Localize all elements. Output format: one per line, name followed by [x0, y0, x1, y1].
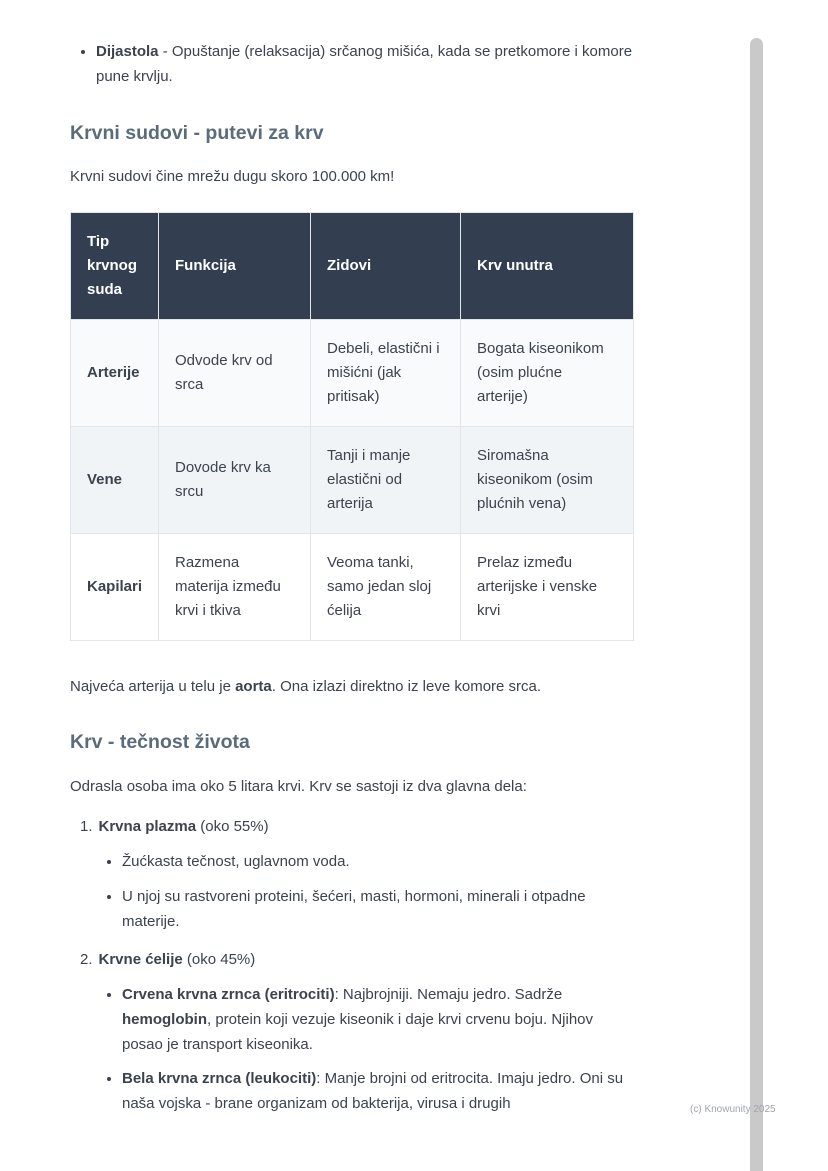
- blood-vessels-table: [70, 212, 634, 641]
- numbered-line: [80, 948, 635, 973]
- list-item: [122, 885, 635, 935]
- col-header-tip-krvnog-suda: Tip krvnog suda: [71, 212, 159, 319]
- text-segment: U njoj su rastvoreni proteini, šećeri, masti, hormoni, minerali i otpadne materije.: [122, 887, 586, 930]
- numbered-line: [80, 815, 635, 840]
- cell-function: Dovode krv ka srcu: [159, 426, 311, 533]
- item-suffix: (oko 55%): [196, 818, 269, 836]
- definition-term: Dijastola: [96, 43, 159, 60]
- table-row-arterije: [71, 319, 634, 426]
- item-title: Krvna plazma: [98, 818, 197, 836]
- cell-vessel-type: Arterije: [71, 319, 159, 426]
- celije-sub-list: [80, 983, 635, 1117]
- col-header-funkcija: Funkcija: [159, 212, 311, 319]
- definition-text: - Opuštanje (relaksacija) srčanog mišića, kada se pretkomore i komore pune krvlju.: [96, 43, 633, 85]
- plazma-sub-list: [80, 850, 635, 934]
- cell-function: Razmena materija između krvi i tkiva: [159, 533, 311, 640]
- text-segment: . Ona izlazi direktno iz leve komore srca.: [271, 677, 542, 695]
- cell-vessel-type: Kapilari: [71, 533, 159, 640]
- cell-vessel-type: Vene: [71, 426, 159, 533]
- text-segment-bold: Bela krvna zrnca (leukociti): [122, 1070, 317, 1088]
- definition-item-dijastola: [96, 40, 635, 90]
- scrollbar-thumb[interactable]: [750, 38, 763, 1171]
- text-segment-bold: aorta: [235, 677, 272, 695]
- text-segment: Najveća arterija u telu je: [70, 677, 236, 695]
- footer-copyright: (c) Knowunity 2025: [690, 1104, 776, 1115]
- cell-walls: Veoma tanki, samo jedan sloj ćelija: [311, 533, 461, 640]
- section-heading-krv-tecnost-zivota: Krv - tečnost života: [70, 731, 250, 754]
- item-number: 2.: [80, 951, 93, 969]
- section-heading-krvni-sudovi: Krvni sudovi - putevi za krv: [70, 121, 324, 144]
- list-item-krvne-celije: [80, 948, 635, 1117]
- aorta-note: [70, 675, 635, 700]
- cell-walls: Debeli, elastični i mišićni (jak pritisak): [311, 319, 461, 426]
- cell-blood-inside: Prelaz između arterijske i venske krvi: [461, 533, 634, 640]
- item-suffix: (oko 45%): [182, 951, 256, 969]
- text-segment: : Manje brojni od eritrocita. Imaju jedro. Oni su naša vojska - brane organizam od bakterija, virusa i drugih: [122, 1070, 624, 1113]
- cell-walls: Tanji i manje elastični od arterija: [311, 426, 461, 533]
- item-number: 1.: [80, 818, 93, 836]
- cell-blood-inside: Siromašna kiseonikom (osim plućnih vena): [461, 426, 634, 533]
- cell-function: Odvode krv od srca: [159, 319, 311, 426]
- table-header-row: [71, 212, 634, 319]
- blood-components-list: [70, 815, 635, 1117]
- list-item: [122, 850, 635, 875]
- blood-intro: Odrasla osoba ima oko 5 litara krvi. Krv se sastoji iz dva glavna dela:: [70, 777, 527, 795]
- definition-list: [70, 40, 635, 90]
- col-header-krv-unutra: Krv unutra: [461, 212, 634, 319]
- list-item-krvna-plazma: [80, 815, 635, 934]
- text-segment: : Najbrojniji. Nemaju jedro. Sadrže: [334, 986, 563, 1004]
- item-title: Krvne ćelije: [98, 951, 183, 969]
- list-item-eritrociti: [122, 983, 635, 1057]
- cell-blood-inside: Bogata kiseonikom (osim plućne arterije): [461, 319, 634, 426]
- table-row-kapilari: [71, 533, 634, 640]
- col-header-zidovi: Zidovi: [311, 212, 461, 319]
- text-segment: Žućkasta tečnost, uglavnom voda.: [122, 853, 350, 871]
- text-segment-bold: Crvena krvna zrnca (eritrociti): [122, 986, 335, 1004]
- table-row-vene: [71, 426, 634, 533]
- list-item-leukociti: [122, 1067, 635, 1117]
- text-segment-bold: hemoglobin: [122, 1010, 207, 1028]
- vessels-intro: Krvni sudovi čine mrežu dugu skoro 100.000 km!: [70, 167, 395, 185]
- text-segment: , protein koji vezuje kiseonik i daje krvi crvenu boju. Njihov posao je transport kiseonika.: [122, 1010, 594, 1053]
- document-content: [70, 40, 635, 1131]
